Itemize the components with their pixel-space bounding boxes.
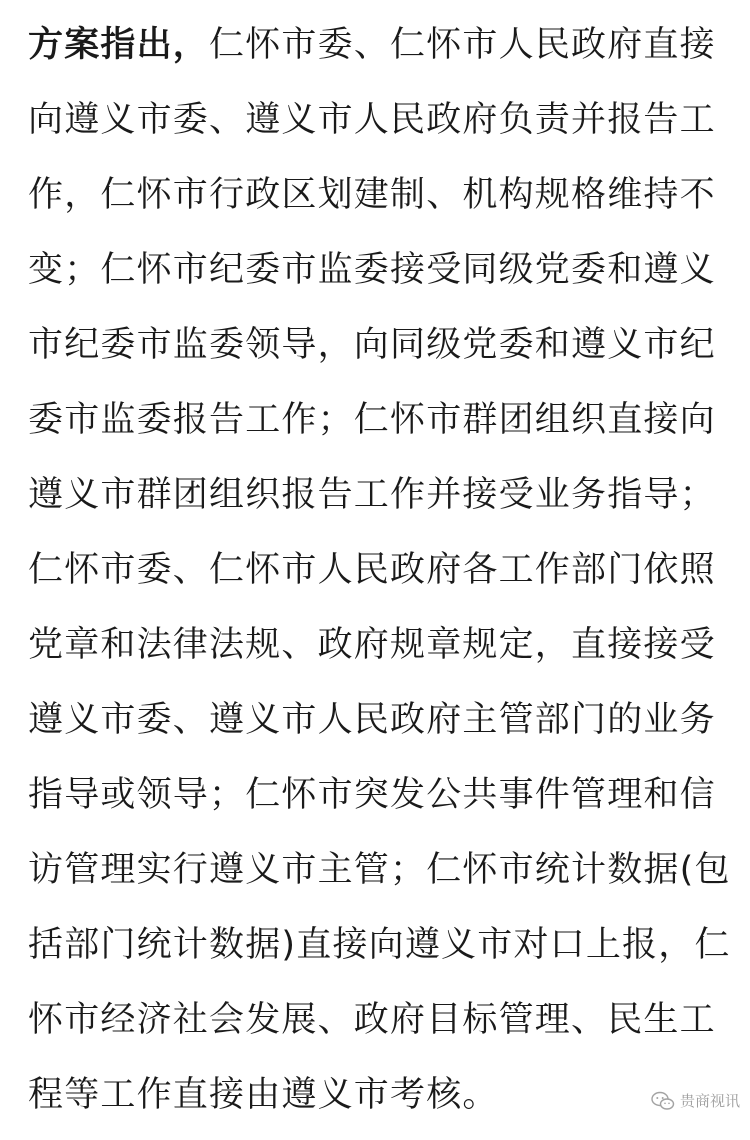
text-line-8: 仁怀市委、仁怀市人民政府各工作部门依照 (28, 550, 716, 590)
text-line-7: 遵义市群团组织报告工作并接受业务指导； (28, 475, 716, 515)
text-line-1-rest: 仁怀市委、仁怀市人民政府直接 (209, 25, 716, 65)
text-line-9: 党章和法律法规、政府规章规定，直接接受 (28, 625, 716, 665)
text-line-3: 作，仁怀市行政区划建制、机构规格维持不 (28, 175, 716, 215)
text-line-14: 怀市经济社会发展、政府目标管理、民生工 (28, 1000, 716, 1040)
watermark-text: 贵商视讯 (679, 1092, 740, 1110)
text-line-6: 委市监委报告工作；仁怀市群团组织直接向 (28, 400, 716, 440)
wechat-icon (651, 1091, 675, 1111)
lead-phrase: 方案指出， (28, 25, 210, 65)
text-line-12: 访管理实行遵义市主管；仁怀市统计数据(包 (28, 850, 731, 890)
text-line-15: 程等工作直接由遵义市考核。 (28, 1075, 499, 1115)
text-line-1 (28, 0, 722, 75)
text-line-5: 市纪委市监委领导，向同级党委和遵义市纪 (28, 325, 716, 365)
text-line-2: 向遵义市委、遵义市人民政府负责并报告工 (28, 100, 716, 140)
text-line-11: 指导或领导；仁怀市突发公共事件管理和信 (28, 775, 716, 815)
text-line-13: 括部门统计数据)直接向遵义市对口上报，仁 (28, 925, 731, 965)
source-watermark (651, 1090, 740, 1111)
article-body (28, 0, 731, 1125)
text-line-4: 变；仁怀市纪委市监委接受同级党委和遵义 (28, 250, 716, 290)
text-line-10: 遵义市委、遵义市人民政府主管部门的业务 (28, 700, 716, 740)
